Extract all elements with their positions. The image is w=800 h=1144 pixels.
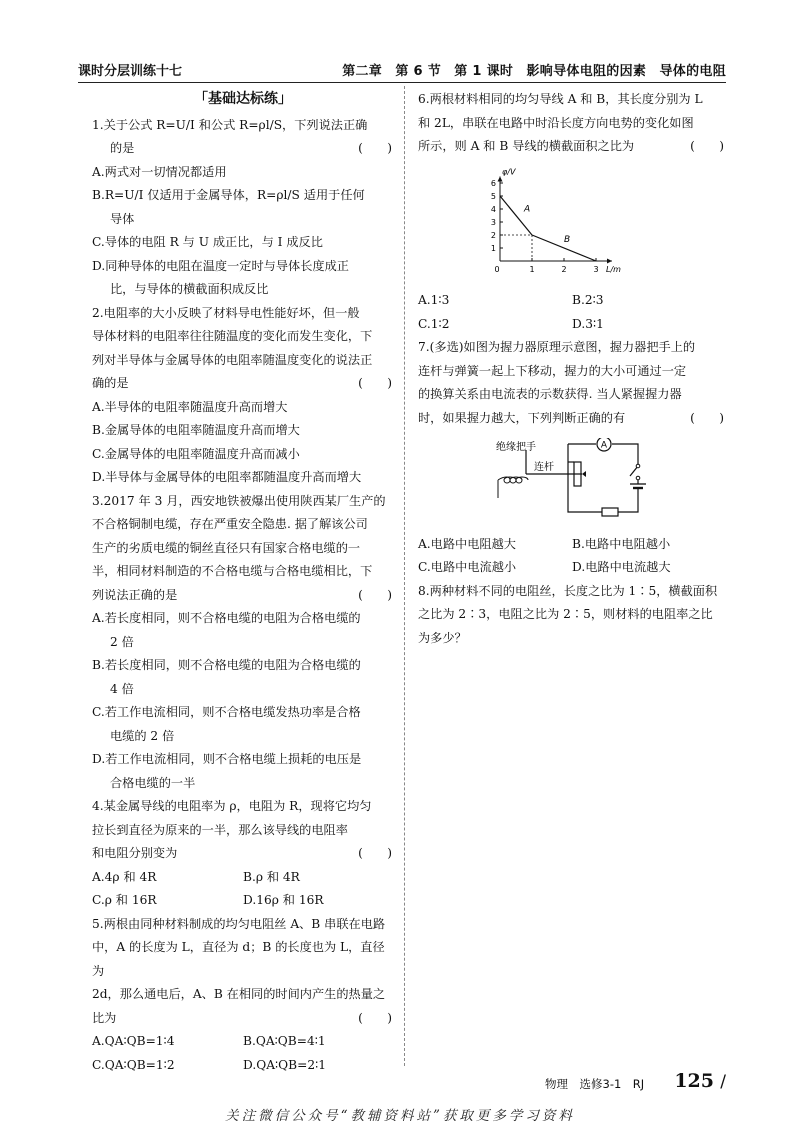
y-tick-label: 6 [490, 178, 496, 188]
answer-paren: ( ) [358, 376, 392, 390]
right-column [418, 88, 726, 650]
y-tick-label: 1 [490, 243, 496, 253]
left-column [92, 88, 394, 1077]
potential-length-chart [478, 161, 648, 281]
slider-arrow-icon [582, 471, 586, 477]
question-6 [418, 88, 726, 336]
watermark: 关注微信公众号“教辅资料站”获取更多学习资料 [225, 1108, 575, 1124]
q2-stem-2: 导体材料的电阻率往往随温度的变化而发生变化，下 [92, 329, 373, 343]
q3-stem-5: 列说法正确的是 ( ) [92, 584, 394, 608]
x-tick-label: 0 [494, 264, 500, 274]
question-2 [92, 302, 394, 490]
q4-stem-2: 拉长到直径为原来的一半，那么该导线的电阻率 [92, 822, 348, 837]
x-tick-label: 2 [561, 264, 567, 274]
q4-option-c: C.ρ 和 16R [92, 893, 157, 907]
q3-stem-3: 生产的劣质电缆的铜丝直径只有国家合格电缆的一 [92, 540, 361, 555]
q4-option-d: D.16ρ 和 16R [243, 893, 324, 907]
q6-stem-3: 所示，则 A 和 B 导线的横截面积之比为 ( ) [418, 135, 726, 159]
q1-option-b: B.R=U/I 仅适用于金属导体，R=ρl/S 适用于任何 [92, 188, 365, 202]
q6-stem-2: 和 2L，串联在电路中时沿长度方向电势的变化如图 [418, 115, 694, 130]
q3-option-d: D.若工作电流相同，则不合格电缆上损耗的电压是 [92, 752, 362, 766]
q7-options-row-2 [418, 556, 726, 580]
q5-options-row-1 [92, 1030, 394, 1054]
q6-options-row-1 [418, 289, 726, 313]
q5-option-d: D.QA∶QB=2∶1 [243, 1057, 327, 1072]
resistor-icon [602, 508, 618, 516]
q1-option-d: D.同种导体的电阻在温度一定时与导体长度成正 [92, 258, 349, 273]
rod-label: 连杆 [534, 462, 554, 473]
q5-stem: 5.两根由同种材料制成的均匀电阻丝 A、B 串联在电路 [92, 916, 386, 931]
q7-stem: 7.(多选)如图为握力器原理示意图，握力器把手上的 [418, 340, 696, 354]
q5-option-b: B.QA∶QB=4∶1 [243, 1034, 326, 1048]
y-tick-label: 4 [490, 204, 496, 214]
q1-option-b-cont: 导体 [110, 211, 135, 226]
answer-paren: ( ) [690, 139, 724, 153]
q4-stem-3: 和电阻分别变为 ( ) [92, 842, 394, 866]
ammeter-label: A [600, 440, 608, 451]
footer-subject: 物理 选修3-1 RJ [545, 1077, 645, 1091]
x-axis-label: L/m [606, 264, 621, 274]
page-header [78, 58, 726, 83]
y-axis-arrow-icon [498, 176, 503, 181]
q4-stem: 4.某金属导线的电阻率为 ρ，电阻为 R，现将它均匀 [92, 799, 372, 813]
q6-options-row-2 [418, 313, 726, 337]
section-title: 「基础达标练」 [194, 91, 292, 107]
q2-stem-3: 列对半导体与金属导体的电阻率随温度变化的说法正 [92, 352, 373, 367]
q6-option-d: D.3∶1 [572, 316, 604, 331]
answer-paren: ( ) [358, 141, 392, 155]
q8-stem-2: 之比为 2∶3，电阻之比为 2∶5，则材料的电阻率之比 [418, 607, 713, 621]
q3-option-d-cont: 合格电缆的一半 [110, 775, 196, 790]
x-tick-label: 3 [593, 264, 599, 274]
column-divider [404, 86, 405, 1066]
q7-option-c: C.电路中电流越小 [418, 560, 517, 574]
switch-contact-bottom [636, 476, 640, 480]
answer-paren: ( ) [690, 410, 724, 425]
q4-options-row-2 [92, 889, 394, 913]
answer-paren: ( ) [358, 1010, 392, 1025]
q2-option-d: D.半导体与金属导体的电阻率都随温度升高而增大 [92, 470, 362, 484]
q1-stem: 1.关于公式 R=U/I 和公式 R=ρl/S，下列说法正确 [92, 117, 368, 132]
q1-option-c: C.导体的电阻 R 与 U 成正比，与 I 成反比 [92, 235, 323, 249]
q8-stem-3: 为多少？ [418, 630, 467, 645]
series-label-a: A [524, 204, 531, 214]
q5-option-a: A.QA∶QB=1∶4 [92, 1034, 175, 1048]
y-tick-label: 5 [490, 191, 496, 201]
q6-option-a: A.1∶3 [418, 293, 450, 307]
q7-options-row-1 [418, 533, 726, 557]
question-1 [92, 114, 394, 302]
header-chapter: 第二章 第 6 节 第 1 课时 影响导体电阻的因素 导体的电阻 [342, 64, 726, 79]
q5-options-row-2 [92, 1054, 394, 1078]
q7-option-d: D.电路中电流越大 [572, 560, 671, 574]
x-axis-arrow-icon [607, 258, 612, 263]
q5-option-c: C.QA∶QB=1∶2 [92, 1057, 175, 1072]
q3-option-c-cont: 电缆的 2 倍 [110, 728, 175, 743]
q3-option-a: A.若长度相同，则不合格电缆的电阻为合格电缆的 [92, 611, 361, 625]
page-footer [545, 1070, 726, 1092]
q6-stem: 6.两根材料相同的均匀导线 A 和 B，其长度分别为 L [418, 92, 703, 106]
footer-slash: / [720, 1072, 726, 1092]
question-4 [92, 795, 394, 913]
q1-option-d-cont: 比，与导体的横截面积成反比 [110, 282, 269, 296]
page-number: 125 [674, 1070, 714, 1092]
question-5 [92, 913, 394, 1078]
q2-stem: 2.电阻率的大小反映了材料导电性能好坏，但一般 [92, 305, 360, 320]
q2-option-a: A.半导体的电阻率随温度升高而增大 [92, 399, 288, 414]
q3-stem: 3.2017 年 3 月，西安地铁被爆出使用陕西某厂生产的 [92, 493, 386, 508]
switch-contact-top [636, 464, 640, 468]
q3-stem-4: 半，相同材料制造的不合格电缆与合格电缆相比，下 [92, 564, 373, 578]
q2-option-b: B.金属导体的电阻率随温度升高而增大 [92, 423, 300, 437]
q1-option-a: A.两式对一切情况都适用 [92, 164, 227, 179]
q6-option-c: C.1∶2 [418, 316, 450, 331]
grip-circuit-diagram [496, 438, 656, 520]
q4-options-row-1 [92, 866, 394, 890]
q3-option-c: C.若工作电流相同，则不合格电缆发热功率是合格 [92, 705, 361, 719]
header-lesson: 课时分层训练十七 [78, 64, 183, 79]
question-7 [418, 336, 726, 580]
series-label-b: B [564, 234, 571, 245]
q3-option-a-cont: 2 倍 [110, 634, 134, 649]
q4-option-b: B.ρ 和 4R [243, 869, 300, 884]
q5-stem-4: 比为 ( ) [92, 1007, 394, 1031]
y-tick-label: 2 [490, 230, 496, 240]
handle-label: 绝缘把手 [496, 442, 536, 453]
q7-option-b: B.电路中电阻越小 [572, 536, 671, 551]
q7-stem-2: 连杆与弹簧一起上下移动，握力的大小可通过一定 [418, 363, 687, 378]
q7-stem-3: 的换算关系由电流表的示数获得. 当人紧握握力器 [418, 387, 682, 401]
q6-option-b: B.2∶3 [572, 293, 604, 307]
question-3 [92, 490, 394, 796]
series-line-a [500, 196, 532, 235]
answer-paren: ( ) [358, 587, 392, 602]
q7-stem-4: 时，如果握力越大，下列判断正确的有 ( ) [418, 407, 726, 431]
y-tick-label: 3 [490, 217, 496, 227]
question-8 [418, 580, 726, 651]
q3-option-b: B.若长度相同，则不合格电缆的电阻为合格电缆的 [92, 658, 361, 672]
q5-stem-3: 2d，那么通电后，A、B 在相同的时间内产生的热量之 [92, 987, 386, 1001]
q5-stem-2: 中，A 的长度为 L，直径为 d；B 的长度也为 L，直径为 [92, 940, 385, 978]
q1-stem-cont: 的是 ( ) [92, 137, 394, 161]
spring-icon [498, 477, 528, 483]
x-tick-label: 1 [529, 264, 535, 274]
q2-option-c: C.金属导体的电阻率随温度升高而减小 [92, 446, 300, 461]
q3-stem-2: 不合格铜制电缆，存在严重安全隐患. 据了解该公司 [92, 517, 368, 531]
q3-option-b-cont: 4 倍 [110, 681, 134, 696]
answer-paren: ( ) [358, 846, 392, 860]
q4-option-a: A.4ρ 和 4R [92, 869, 157, 884]
q2-stem-4: 确的是 ( ) [92, 372, 394, 396]
q7-option-a: A.电路中电阻越大 [418, 536, 516, 551]
q8-stem: 8.两种材料不同的电阻丝，长度之比为 1∶5，横截面积 [418, 583, 718, 598]
y-axis-label: φ/V [502, 167, 516, 176]
